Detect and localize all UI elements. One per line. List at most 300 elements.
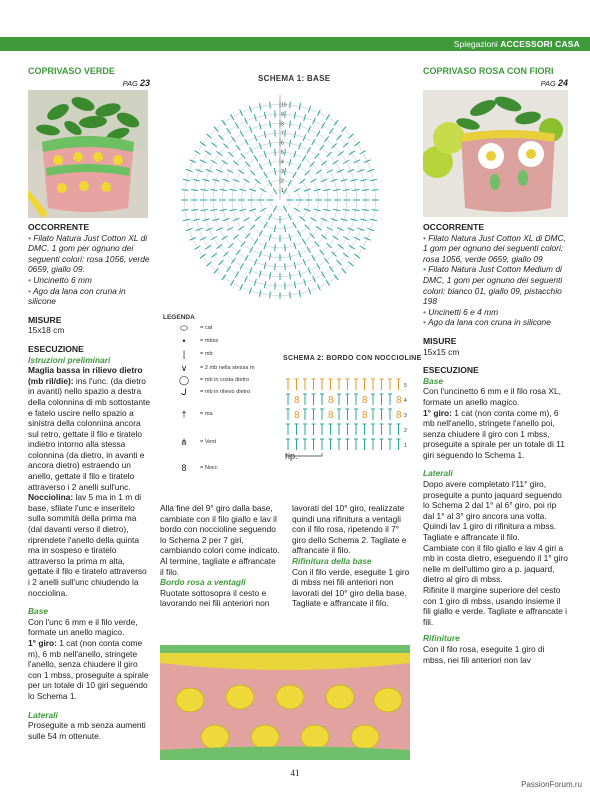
schema1-stitch: [285, 149, 286, 156]
schema1-stitch: [338, 244, 344, 248]
left-base-text: Con l'unc 6 mm e il filo verde, formate un anello magico.: [28, 616, 138, 638]
right-laterali-text-3: Rifinite il margine superiore del cesto con 1 giro di mbss, usando insieme il fili giallo e verde. Tagliate e affrancate i fili.: [423, 585, 568, 627]
schema1-stitch: [216, 169, 222, 172]
schema1-stitch: [270, 102, 271, 109]
schema1-stitch: [329, 266, 333, 272]
schema1-stitch: [206, 228, 212, 231]
schema1-stitch: [245, 255, 249, 261]
schema1-stitch: [324, 209, 331, 210]
schema1-stitch: [331, 218, 338, 220]
schema1-stitch: [360, 151, 366, 155]
schema1-stitch: [343, 142, 348, 146]
schema1-stitch: [341, 179, 348, 181]
schema1-stitch: [217, 244, 223, 248]
schema1-stitch: [367, 228, 374, 230]
schema1-stitch: [343, 209, 350, 210]
schema1-stitch: [231, 114, 235, 120]
schema1-stitch: [249, 106, 251, 113]
schema1-stitch: [334, 274, 338, 280]
right-laterali-title: Laterali: [423, 468, 453, 479]
right-base-title: Base: [423, 375, 444, 386]
schema1-stitch: [264, 112, 265, 119]
schema2-round-label: 2: [404, 428, 407, 434]
schema2-border-diagram: [282, 367, 412, 457]
schema1-round-label: 9: [281, 112, 284, 118]
schema1-stitch: [294, 281, 295, 288]
schema1-stitch: [254, 155, 258, 161]
schema1-stitch: [316, 170, 322, 174]
schema1-round-label: 2: [281, 178, 284, 185]
schema1-stitch: [299, 103, 300, 110]
schema1-stitch: [241, 241, 245, 246]
right-occorrente-item: • Filato Natura Just Cotton Medium di DMC, 1 gom per ognuno dei seguenti colori: bianco 01, giallo 09, pistacchio 198: [423, 264, 563, 307]
schema1-stitch: [259, 164, 263, 170]
schema1-stitch: [308, 287, 310, 294]
schema1-stitch: [298, 143, 300, 150]
legenda-symbol-oval-icon: ⬭: [180, 323, 188, 333]
legenda-symbol-bar-icon: |: [182, 349, 186, 359]
schema1-stitch: [275, 263, 276, 270]
schema1-stitch: [317, 263, 321, 269]
schema1-stitch: [264, 242, 266, 249]
schema1-stitch: [249, 267, 252, 273]
schema1-stitch: [288, 180, 292, 186]
right-base-text: Con l'uncinetto 6 mm e il filo rosa XL, formate un anello magico.: [423, 386, 561, 407]
left-giro1-paragraph: 1° giro: 1 cat (non conta come m), 6 mb nell'anello, stringete l'anello, senza chiudere il giro con 1 mbss, proseguite a spirale per un totale di 10 giri seguendo lo Schema 1.: [28, 637, 149, 701]
schema1-stitch: [288, 214, 292, 220]
schema1-round-label: 8: [281, 121, 284, 128]
schema1-stitch: [317, 110, 320, 116]
left-misure-title: MISURE: [28, 314, 62, 325]
schema1-stitch: [259, 143, 261, 150]
mid2-rifinitura-text: Con il filo verde, eseguite 1 giro di mbss nei fili anteriori non lavorati del 10° giro della base. Tagliate e affrancate il filo.: [292, 566, 410, 609]
schema1-stitch: [269, 214, 273, 220]
schema1-stitch: [270, 291, 271, 298]
schema1-stitch: [264, 281, 265, 288]
schema1-stitch: [320, 250, 324, 255]
legenda-label: = mb in costa dietro: [200, 377, 249, 383]
legenda-label: = mb: [200, 351, 213, 357]
schema1-stitch: [214, 126, 219, 131]
schema1-stitch: [274, 168, 275, 175]
schema1-stitch: [298, 251, 300, 258]
left-title: COPRIVASO VERDE: [28, 66, 115, 76]
schema1-stitch: [317, 131, 321, 137]
left-occorrente-item: • Uncinetto 6 mm: [28, 274, 92, 285]
schema1-stitch: [289, 140, 290, 147]
schema1-stitch: [196, 169, 203, 171]
schema1-stitch: [321, 122, 325, 128]
schema2-repeat-label: rip.: [285, 451, 298, 461]
schema1-stitch: [294, 112, 295, 119]
schema2-nocciolina-mark: 8: [362, 395, 368, 406]
schema1-stitch: [223, 218, 230, 220]
schema1-stitch: [338, 151, 344, 155]
schema1-stitch: [347, 169, 353, 172]
schema1-stitch: [321, 218, 327, 221]
schema1-stitch: [333, 209, 340, 210]
schema1-stitch: [370, 179, 377, 180]
schema1-stitch: [342, 268, 347, 273]
schema1-stitch: [231, 258, 235, 264]
left-occorrente-item: • Filato Natura Just Cotton XL di DMC, 1 gom per ognuno dei seguenti colori: rosa 1056, verde 0659, giallo 09.: [28, 232, 150, 275]
schema1-stitch: [358, 228, 365, 230]
schema1-stitch: [302, 155, 306, 161]
schema1-stitch: [324, 189, 331, 190]
legenda-symbol-fan-icon: ⋔: [180, 437, 188, 447]
schema1-stitch: [275, 244, 276, 251]
mid2-paragraph-1: lavorati del 10° giro, realizzate quindi una rifinitura a ventagli con il filo rosa, ripetendo il 7° giro dello Schema 2. Tagliate e affrancate il filo.: [292, 503, 407, 556]
schema1-stitch: [303, 134, 306, 141]
mid1-bordo-text: Ruotate sottosopra il cesto e lavorando nei fili anteriori non: [160, 587, 270, 609]
schema1-round-label: 10: [281, 102, 287, 109]
schema1-stitch: [220, 209, 227, 210]
page-number: 41: [290, 768, 300, 778]
left-mb-ril-paragraph: Maglia bassa in rilievo dietro (mb ril/die): ins l'unc. (da dietro in avanti) nello spazio a destra della colonnina di mb sottostante e fatelo uscire nello spazio a sinistra della colonnina ancora sul retro, gettate il filo e tiratelo indietro intorno alla stessa colonnina (da dietro, in avanti e ancora dietro) estraendo un anello, gettate il filo e tiratelo attraverso i 2 anelli sull'unc.: [28, 365, 150, 492]
schema1-stitch: [194, 151, 200, 155]
mid1-paragraph-1: Alla fine del 9° giro dalla base, cambiate con il filo giallo e lav il bordo con noccioline seguendo lo Schema 2 per 7 giri, cambiando colori come indicato.: [160, 503, 280, 556]
schema1-stitch: [315, 153, 319, 158]
schema1-stitch: [310, 218, 316, 222]
schema2-nocciolina-mark: 8: [328, 410, 334, 421]
schema1-stitch: [270, 272, 271, 279]
schema1-stitch: [347, 228, 353, 231]
legenda-title: LEGENDA: [163, 314, 195, 321]
fan-border-closeup-photo: [160, 645, 410, 760]
left-nocciolina-paragraph: Nocciolina: lav 5 ma in 1 m di base, sfilate l'unc e inseritelo sulla sommità della prima ma (dal davanti verso il dietro), riprendete l'anello della quinta ma in sospeso e tiratelo attraverso la prima m alta, gettate il filo e tiratelo attraverso i 2 anelli sull'unc chiudendo la nocciolina.: [28, 492, 147, 598]
schema1-stitch: [331, 179, 338, 181]
schema1-stitch: [182, 210, 189, 211]
schema2-nocciolina-mark: 8: [328, 395, 334, 406]
left-page-ref: PAG 23: [122, 78, 150, 88]
right-occorrente-item: • Filato Natura Just Cotton XL di DMC, 1 gom per ognuno dei seguenti colori: rosa 1056, verde 0659, giallo 09: [423, 232, 566, 264]
schema1-stitch: [285, 263, 286, 270]
schema1-stitch: [233, 179, 239, 182]
schema1-stitch: [245, 139, 249, 145]
schema1-stitch: [274, 225, 275, 232]
section-header-bar: [0, 37, 590, 51]
schema1-stitch: [245, 118, 248, 124]
schema1-stitch: [220, 189, 227, 190]
legenda-symbol-v-icon: ∨: [180, 363, 188, 373]
schema1-stitch: [211, 237, 217, 241]
schema1-stitch: [255, 216, 260, 220]
schema1-stitch: [298, 164, 302, 170]
schema1-stitch: [290, 121, 291, 128]
schema2-nocciolina-mark: 8: [396, 410, 402, 421]
schema1-stitch: [334, 120, 338, 126]
schema2-round-label: 5: [404, 383, 407, 389]
schema1-base-diagram: [170, 92, 390, 302]
right-occorrente-title: OCCORRENTE: [423, 222, 485, 232]
schema1-stitch: [293, 222, 297, 228]
schema1-stitch: [310, 179, 316, 183]
right-esecuzione-title: ESECUZIONE: [423, 365, 479, 376]
schema1-stitch: [235, 122, 239, 128]
schema1-stitch: [260, 189, 266, 193]
schema1-stitch: [284, 225, 285, 232]
schema1-round-label: 6: [281, 140, 284, 147]
schema1-stitch: [327, 227, 333, 231]
schema1-stitch: [354, 142, 360, 146]
schema1-stitch: [294, 242, 296, 249]
legenda-item: [170, 388, 290, 398]
schema1-stitch: [233, 218, 239, 221]
schema1-stitch: [364, 160, 370, 163]
schema1-stitch: [230, 209, 237, 210]
schema1-stitch: [241, 153, 245, 158]
mid2-rifinitura-title: Rifinitura della base: [292, 555, 372, 566]
schema1-stitch: [233, 235, 238, 239]
header-prefix: Spiegazioni: [453, 39, 498, 49]
schema1-stitch: [238, 226, 244, 230]
schema1-stitch: [354, 237, 360, 240]
schema1-stitch: [348, 262, 353, 267]
schema1-stitch: [316, 226, 322, 230]
schema2-nocciolina-mark: 8: [396, 395, 402, 406]
schema1-stitch: [321, 179, 327, 182]
schema1-stitch: [308, 126, 311, 132]
schema1-stitch: [222, 236, 228, 240]
schema1-stitch: [200, 254, 206, 258]
schema1-stitch: [312, 255, 316, 261]
schema1-stitch: [324, 258, 328, 264]
schema1-stitch: [352, 190, 359, 191]
left-istruzioni-title: Istruzioni preliminari: [28, 354, 111, 365]
schema1-stitch: [210, 209, 217, 210]
schema1-stitch: [333, 189, 340, 190]
schema1-round-label: 7: [281, 131, 284, 137]
schema1-stitch: [260, 208, 266, 212]
schema1-stitch: [235, 271, 239, 277]
schema1-stitch: [186, 228, 193, 230]
right-giro1-paragraph: 1° giro: 1 cat (non conta come m), 6 mb nell'anello, stringete l'anello poi, senza chiudere il giro con 1 mbss, proseguite a spirale per un totale di 11 giri seguendo lo Schema 1.: [423, 407, 565, 460]
legenda-label: = Nocc: [200, 465, 218, 471]
schema1-stitch: [360, 246, 366, 250]
schema1-stitch: [264, 151, 266, 158]
schema1-stitch: [290, 291, 291, 298]
legenda-symbol-hook-icon: ᒍ: [181, 387, 187, 397]
schema1-stitch: [227, 170, 233, 174]
schema1-stitch: [321, 161, 326, 165]
schema1-stitch: [240, 131, 244, 137]
schema1-stitch: [315, 241, 319, 246]
schema1-stitch: [270, 121, 271, 128]
schema2-title: SCHEMA 2: BORDO CON NOCCIOLINE: [283, 355, 422, 362]
schema1-stitch: [244, 179, 250, 183]
header-section: ACCESSORI CASA: [500, 39, 580, 49]
schema1-stitch: [293, 172, 297, 178]
schema1-stitch: [343, 253, 348, 257]
schema2-nocciolina-mark: 8: [362, 410, 368, 421]
legenda-label: = mbss: [200, 338, 219, 344]
right-column-text: [423, 222, 568, 665]
legenda-item: [170, 464, 290, 474]
schema1-stitch: [324, 137, 328, 143]
schema1-stitch: [213, 179, 220, 181]
schema1-stitch: [332, 236, 338, 240]
mid1-paragraph-2: Al termine, tagliate e affrancate il filo.: [160, 555, 276, 577]
schema1-round-label: 5: [281, 150, 284, 156]
schema1-stitch: [183, 219, 190, 220]
schema1-stitch: [284, 168, 285, 175]
schema1-stitch: [370, 219, 377, 220]
right-rifiniture-title: Rifiniture: [423, 633, 460, 644]
schema1-stitch: [304, 209, 311, 211]
legenda: [170, 324, 290, 484]
schema1-stitch: [196, 228, 203, 230]
legenda-item: [170, 438, 290, 448]
legenda-symbol-noc-icon: 8: [181, 463, 187, 473]
left-base-title: Base: [28, 606, 49, 617]
schema1-stitch: [249, 189, 256, 191]
right-laterali-text-1: Dopo avere completato l'11° giro, proseguite a punto jaquard seguendo lo Schema 2 dal 1° al 6° giro, poi rip dal 1° al 3° giro ancora una volta. Quindi lav 1 giro di rifinitura a mbss. Tagliate e affrancate il filo.: [423, 479, 562, 543]
schema1-stitch: [317, 284, 320, 290]
schema1-stitch: [329, 128, 333, 134]
schema1-stitch: [245, 276, 248, 282]
left-laterali-title: Laterali: [28, 709, 58, 720]
schema1-stitch: [259, 230, 263, 236]
right-column-head: [423, 66, 568, 88]
schema1-stitch: [326, 114, 330, 120]
schema1-stitch: [337, 169, 343, 172]
schema1-stitch: [259, 290, 260, 297]
pink-pot-photo: [423, 90, 568, 217]
schema1-stitch: [341, 219, 348, 221]
schema1-stitch: [275, 130, 276, 137]
schema1-stitch: [321, 271, 325, 277]
schema1-stitch: [289, 253, 290, 260]
schema1-stitch: [200, 142, 206, 146]
schema1-stitch: [342, 126, 347, 131]
schema1-stitch: [230, 189, 237, 190]
legenda-symbol-T-icon: †: [181, 409, 187, 419]
schema1-stitch: [320, 145, 324, 150]
schema1-stitch: [236, 145, 240, 150]
legenda-label: = cat: [200, 325, 213, 331]
schema1-stitch: [364, 237, 370, 240]
middle-column-2: [292, 503, 410, 609]
schema1-stitch: [227, 227, 233, 231]
schema1-stitch: [304, 189, 311, 191]
schema1-stitch: [294, 189, 300, 193]
schema1-round-label: 1: [281, 188, 284, 194]
legenda-label: = 2 mb nella stessa m: [200, 365, 255, 371]
schema1-stitch: [222, 160, 228, 164]
schema1-stitch: [201, 190, 208, 191]
schema1-stitch: [190, 237, 196, 240]
left-misure-value: 15x18 cm: [28, 325, 65, 336]
schema1-stitch: [254, 134, 257, 141]
schema1-stitch: [290, 102, 291, 109]
schema1-stitch: [211, 253, 216, 257]
schema1-stitch: [308, 106, 310, 113]
schema1-stitch: [367, 169, 374, 171]
schema1-stitch: [233, 161, 238, 165]
schema1-stitch: [216, 228, 222, 231]
schema1-stitch: [238, 170, 244, 174]
legenda-symbol-dot-icon: •: [182, 336, 186, 346]
right-title: COPRIVASO ROSA CON FIORI: [423, 66, 554, 76]
right-occorrente-item: • Ago da lana con cruna in silicone: [423, 317, 551, 328]
legenda-item: [170, 364, 290, 374]
schema1-stitch: [249, 209, 256, 211]
schema1-stitch: [269, 180, 273, 186]
schema1-stitch: [206, 262, 211, 267]
left-esecuzione-title: ESECUZIONE: [28, 343, 84, 354]
schema1-stitch: [285, 130, 286, 137]
left-occorrente-title: OCCORRENTE: [28, 222, 90, 232]
schema1-stitch: [231, 280, 235, 286]
schema1-stitch: [349, 245, 355, 249]
right-rifiniture-text: Con il filo rosa, eseguite 1 giro di mbss, nei fili anteriori non lav: [423, 643, 545, 665]
schema1-stitch: [201, 210, 208, 211]
schema1-stitch: [358, 169, 365, 171]
schema1-stitch: [343, 160, 349, 164]
schema1-stitch: [249, 287, 251, 294]
schema2-nocciolina-mark: 8: [294, 410, 300, 421]
schema1-stitch: [259, 103, 260, 110]
schema1-stitch: [362, 190, 369, 191]
mid1-bordo-title: Bordo rosa a ventagli: [160, 577, 246, 588]
schema1-stitch: [205, 151, 211, 155]
schema1-stitch: [285, 244, 286, 251]
schema1-round-label: 3: [281, 169, 284, 175]
schema1-stitch: [300, 179, 305, 183]
schema1-stitch: [269, 253, 270, 260]
schema1-stitch: [259, 251, 261, 258]
schema1-stitch: [231, 137, 235, 143]
schema2-round-label: 1: [404, 443, 407, 449]
schema1-stitch: [206, 134, 211, 139]
schema1-stitch: [227, 266, 231, 272]
right-misure-title: MISURE: [423, 335, 457, 346]
schema1-stitch: [354, 254, 360, 258]
legenda-item: [170, 350, 290, 360]
schema1-stitch: [190, 160, 196, 163]
legenda-label: = mb in rilievo dietro: [200, 389, 251, 395]
schema1-stitch: [343, 189, 350, 190]
schema1-stitch: [222, 120, 226, 126]
legenda-item: [170, 376, 290, 386]
right-page-ref: PAG 24: [540, 78, 568, 88]
schema1-stitch: [294, 151, 296, 158]
schema1-stitch: [236, 250, 240, 255]
schema1-stitch: [332, 160, 338, 164]
left-column-text: [28, 222, 150, 741]
schema1-stitch: [283, 206, 287, 212]
schema1-stitch: [254, 239, 258, 245]
schema1-stitch: [326, 280, 330, 286]
schema1-stitch: [217, 151, 223, 155]
legenda-item: [170, 324, 290, 334]
schema1-stitch: [275, 149, 276, 156]
schema1-stitch: [211, 142, 216, 146]
schema1-stitch: [250, 247, 254, 253]
schema1-stitch: [211, 160, 217, 164]
schema1-stitch: [307, 247, 311, 253]
schema1-stitch: [222, 274, 226, 280]
legenda-item: [170, 337, 290, 347]
left-laterali-text: Proseguite a mb senza aumenti sulle 54 m ottenute.: [28, 720, 146, 741]
legenda-item: [170, 410, 290, 420]
schema1-stitch: [223, 179, 230, 181]
schema1-stitch: [264, 172, 268, 178]
schema1-stitch: [240, 284, 243, 290]
legenda-label: = Vent: [200, 439, 217, 445]
schema1-stitch: [354, 160, 360, 163]
schema1-stitch: [312, 139, 316, 145]
